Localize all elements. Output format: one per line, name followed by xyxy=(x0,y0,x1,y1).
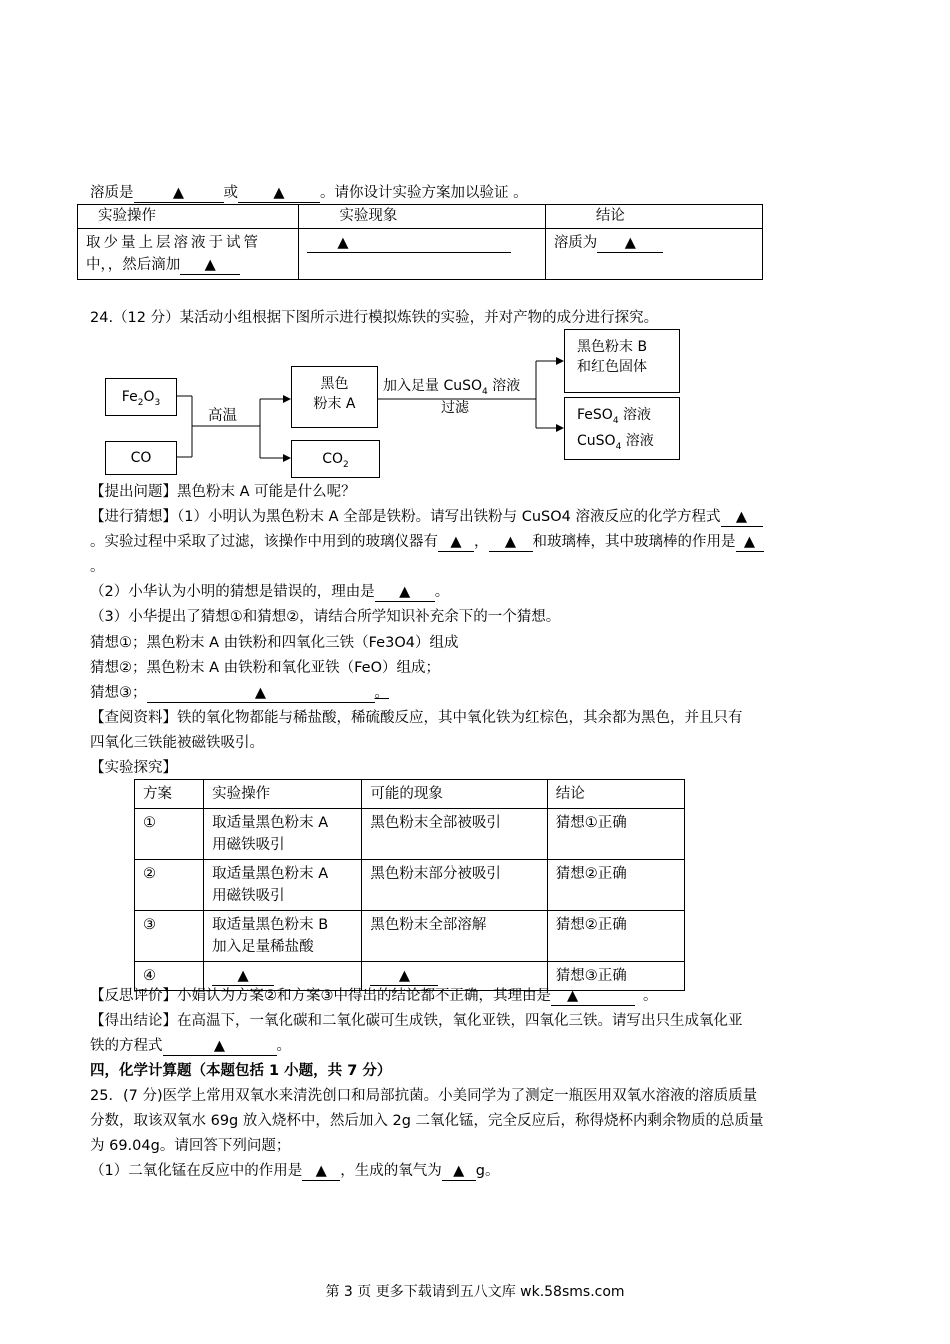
gaowen-label: 高温 xyxy=(208,408,237,424)
table-header: 方案 xyxy=(135,780,204,809)
hypothesis-1: 猜想①；黑色粉末 A 由铁粉和四氧化三铁（Fe3O4）组成 xyxy=(90,635,459,651)
triangle-icon: ▲ xyxy=(254,685,267,701)
answer-blank[interactable] xyxy=(736,533,764,552)
question-prompt: 【提出问题】黑色粉末 A 可能是什么呢？ xyxy=(90,484,356,500)
answer-blank[interactable] xyxy=(442,1162,476,1181)
page-footer: 第 3 页 更多下载请到五八文库 wk.58sms.com xyxy=(325,1284,625,1300)
table-row: ① 取适量黑色粉末 A 用磁铁吸引 黑色粉末全部被吸引 猜想①正确 xyxy=(135,809,685,860)
guess1-line2: 。实验过程中采取了过滤，该操作中用到的玻璃仪器有 ▲ ， ▲ 和玻璃棒，其中玻璃棒的作用是 ▲ xyxy=(90,532,764,552)
answer-blank[interactable] xyxy=(721,508,763,527)
table-row: ② 取适量黑色粉末 A 用磁铁吸引 黑色粉末部分被吸引 猜想②正确 xyxy=(135,860,685,911)
solution-box: FeSO$_4$ 溶液 CuSO$_4$ 溶液 xyxy=(564,397,680,460)
triangle-icon: ▲ xyxy=(204,257,216,273)
table-row: ③ 取适量黑色粉末 B 加入足量稀盐酸 黑色粉末全部溶解 猜想②正确 xyxy=(135,911,685,962)
hypothesis-3: 猜想③； ▲ 。 xyxy=(90,685,389,701)
conclude-line2: 铁的方程式 ▲ 。 xyxy=(90,1038,291,1054)
triangle-icon: ▲ xyxy=(337,235,349,251)
guess1-line: 【进行猜想】（1）小明认为黑色粉末 A 全部是铁粉。请写出铁粉与 CuSO4 溶液反应的化学方程式 ▲ xyxy=(90,507,763,527)
black-powder-b-box: 黑色粉末 B 和红色固体 xyxy=(564,329,680,393)
triangle-icon: ▲ xyxy=(743,534,756,550)
guess2-line: （2）小华认为小明的猜想是错误的，理由是 ▲ 。 xyxy=(90,584,450,600)
table-cell: 溶质为 ▲ xyxy=(545,229,762,280)
section-title: 四，化学计算题（本题包括 1 小题，共 7 分） xyxy=(90,1063,392,1079)
filter-label: 过滤 xyxy=(441,400,469,416)
table-header: 实验操作 xyxy=(78,205,299,229)
triangle-icon: ▲ xyxy=(213,1038,226,1054)
black-powder-a-box: 黑色 粉末 A xyxy=(291,366,378,428)
answer-blank[interactable] xyxy=(370,967,438,986)
table-header: 结论 xyxy=(547,780,684,809)
table-header: 结论 xyxy=(545,205,762,229)
intro-line: 溶质是 ▲ 或 ▲ 。请你设计实验方案加以验证 。 xyxy=(90,185,528,201)
question-24-title: 24.（12 分）某活动小组根据下图所示进行模拟炼铁的实验，并对产物的成分进行探究。 xyxy=(90,310,659,326)
answer-blank[interactable] xyxy=(438,533,474,552)
reflect-line: 【反思评价】小娟认为方案②和方案③中得出的结论都不正确，其理由是 ▲ 。 xyxy=(90,988,658,1004)
triangle-icon: ▲ xyxy=(735,509,748,525)
table-row: ④ ▲ ▲ 猜想③正确 xyxy=(135,962,685,991)
answer-blank[interactable] xyxy=(212,967,274,986)
answer-blank[interactable] xyxy=(375,583,435,602)
hypothesis-2: 猜想②；黑色粉末 A 由铁粉和氧化亚铁（FeO）组成； xyxy=(90,660,441,676)
answer-blank[interactable] xyxy=(551,987,635,1006)
triangle-icon: ▲ xyxy=(273,185,285,201)
triangle-icon: ▲ xyxy=(450,534,462,550)
triangle-icon: ▲ xyxy=(398,968,410,984)
triangle-icon: ▲ xyxy=(453,1163,465,1179)
q25-line4: （1）二氧化锰在反应中的作用是 ▲ ，生成的氧气为 ▲ g。 xyxy=(90,1163,500,1179)
triangle-icon: ▲ xyxy=(399,584,411,600)
co-box: CO xyxy=(105,441,177,475)
triangle-icon: ▲ xyxy=(567,988,579,1004)
experiment-table xyxy=(134,779,685,991)
table-header: 实验操作 xyxy=(204,780,362,809)
triangle-icon: ▲ xyxy=(624,235,636,251)
table-header: 可能的现象 xyxy=(362,780,547,809)
answer-blank[interactable] xyxy=(489,533,533,552)
answer-blank[interactable] xyxy=(163,1037,277,1056)
fe2o3-box: $Fe_2O_3$ xyxy=(105,378,177,416)
table-header: 实验现象 xyxy=(299,205,545,229)
triangle-icon: ▲ xyxy=(172,185,185,201)
triangle-icon: ▲ xyxy=(237,968,249,984)
answer-blank[interactable] xyxy=(147,684,375,703)
add-cuso4-label: 加入足量 CuSO$_4$ 溶液 xyxy=(383,378,521,397)
triangle-icon: ▲ xyxy=(504,534,517,550)
answer-blank[interactable] xyxy=(302,1162,340,1181)
table-cell: 取少量上层溶液于试管 中，，然后滴加 ▲ xyxy=(78,229,299,280)
co2-box: $CO_2$ xyxy=(291,440,380,478)
triangle-icon: ▲ xyxy=(315,1163,327,1179)
